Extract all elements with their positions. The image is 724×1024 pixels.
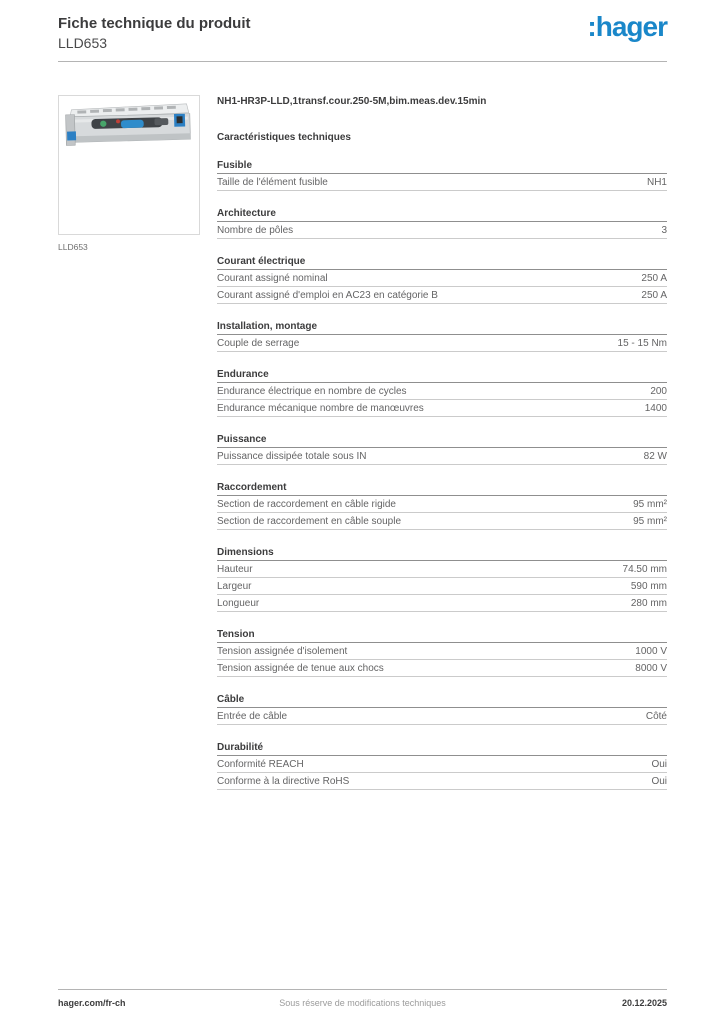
spec-row-label: Endurance électrique en nombre de cycles	[217, 386, 407, 397]
spec-row-value: 15 - 15 Nm	[617, 338, 667, 349]
product-image-caption: LLD653	[58, 242, 88, 252]
spec-row	[217, 383, 667, 400]
spec-row	[217, 578, 667, 595]
spec-section	[217, 547, 667, 612]
spec-sections-list	[217, 160, 667, 790]
spec-row-value: 280 mm	[630, 598, 667, 609]
spec-row-label: Courant assigné nominal	[217, 273, 328, 284]
spec-row-label: Hauteur	[217, 564, 253, 575]
product-designation: NH1-HR3P-LLD,1transf.cour.250-5M,bim.meas.dev.15min	[217, 96, 487, 107]
spec-row-value: 1000 V	[635, 646, 667, 657]
spec-row-value: 250 A	[641, 273, 667, 284]
spec-row-value: 74.50 mm	[622, 564, 667, 575]
spec-section-title: Câble	[217, 694, 667, 708]
spec-section	[217, 482, 667, 530]
spec-row-value: 590 mm	[630, 581, 667, 592]
spec-section	[217, 742, 667, 790]
spec-section-title: Architecture	[217, 208, 667, 222]
spec-row	[217, 270, 667, 287]
spec-section-title: Tension	[217, 629, 667, 643]
spec-section-title: Endurance	[217, 369, 667, 383]
page-title: Fiche technique du produit	[58, 15, 251, 32]
spec-row-label: Conformité REACH	[217, 759, 304, 770]
spec-section-title: Puissance	[217, 434, 667, 448]
product-photo-icon	[62, 101, 196, 153]
spec-row-label: Endurance mécanique nombre de manœuvres	[217, 403, 424, 414]
spec-row-value: 3	[661, 225, 667, 236]
spec-section	[217, 160, 667, 191]
spec-row-value: Oui	[651, 776, 667, 787]
footer-date: 20.12.2025	[621, 998, 667, 1008]
spec-row	[217, 335, 667, 352]
spec-section	[217, 256, 667, 304]
spec-row-label: Largeur	[217, 581, 252, 592]
spec-row	[217, 773, 667, 790]
header-title-block	[58, 0, 251, 51]
spec-section-title: Fusible	[217, 160, 667, 174]
page-footer	[58, 989, 667, 1008]
spec-section-title: Raccordement	[217, 482, 667, 496]
spec-row	[217, 561, 667, 578]
spec-row-value: 95 mm²	[633, 499, 667, 510]
footer-website-link[interactable]: hager.com/fr-ch	[58, 998, 126, 1008]
spec-section	[217, 321, 667, 352]
spec-row	[217, 496, 667, 513]
spec-section	[217, 694, 667, 725]
spec-section	[217, 369, 667, 417]
spec-row	[217, 174, 667, 191]
spec-row	[217, 400, 667, 417]
main-content	[58, 95, 667, 790]
product-reference-subtitle: LLD653	[58, 35, 108, 51]
spec-row-label: Tension assignée de tenue aux chocs	[217, 663, 384, 674]
spec-row-label: Tension assignée d'isolement	[217, 646, 348, 657]
product-image-column	[58, 95, 200, 252]
spec-row-value: 8000 V	[635, 663, 667, 674]
hager-logo-text: hager	[595, 11, 667, 42]
spec-row	[217, 756, 667, 773]
spec-row	[217, 448, 667, 465]
spec-section-title: Installation, montage	[217, 321, 667, 335]
spec-row	[217, 287, 667, 304]
spec-section	[217, 629, 667, 677]
specs-heading: Caractéristiques techniques	[217, 132, 351, 143]
spec-row	[217, 595, 667, 612]
spec-row-value: Côté	[645, 711, 667, 722]
spec-row-label: Puissance dissipée totale sous IN	[217, 451, 367, 462]
spec-section-title: Dimensions	[217, 547, 667, 561]
spec-row-value: 95 mm²	[633, 516, 667, 527]
hager-logo	[587, 13, 667, 41]
spec-section-title: Durabilité	[217, 742, 667, 756]
spec-row-value: Oui	[651, 759, 667, 770]
spec-row	[217, 660, 667, 677]
footer-disclaimer: Sous réserve de modifications techniques	[279, 998, 446, 1008]
spec-row-label: Section de raccordement en câble souple	[217, 516, 402, 527]
specs-column	[217, 95, 667, 790]
spec-row-label: Longueur	[217, 598, 260, 609]
spec-section	[217, 208, 667, 239]
spec-row-value: 82 W	[643, 451, 667, 462]
spec-row-label: Courant assigné d'emploi en AC23 en catégorie B	[217, 290, 438, 301]
hager-logo-colon-icon: :	[587, 11, 596, 42]
spec-row	[217, 222, 667, 239]
page-header	[58, 0, 667, 62]
spec-section-title: Courant électrique	[217, 256, 667, 270]
spec-section	[217, 434, 667, 465]
spec-row-label: Nombre de pôles	[217, 225, 294, 236]
spec-row	[217, 708, 667, 725]
spec-row-value: 200	[650, 386, 667, 397]
spec-row-label: Conforme à la directive RoHS	[217, 776, 350, 787]
product-image-frame	[58, 95, 200, 235]
spec-row-value: NH1	[646, 177, 667, 188]
spec-row-value: 250 A	[641, 290, 667, 301]
spec-row-label: Taille de l'élément fusible	[217, 177, 328, 188]
spec-row-value: 1400	[644, 403, 667, 414]
spec-row	[217, 513, 667, 530]
spec-row-label: Section de raccordement en câble rigide	[217, 499, 396, 510]
spec-row	[217, 643, 667, 660]
spec-row-label: Entrée de câble	[217, 711, 288, 722]
spec-row-label: Couple de serrage	[217, 338, 300, 349]
